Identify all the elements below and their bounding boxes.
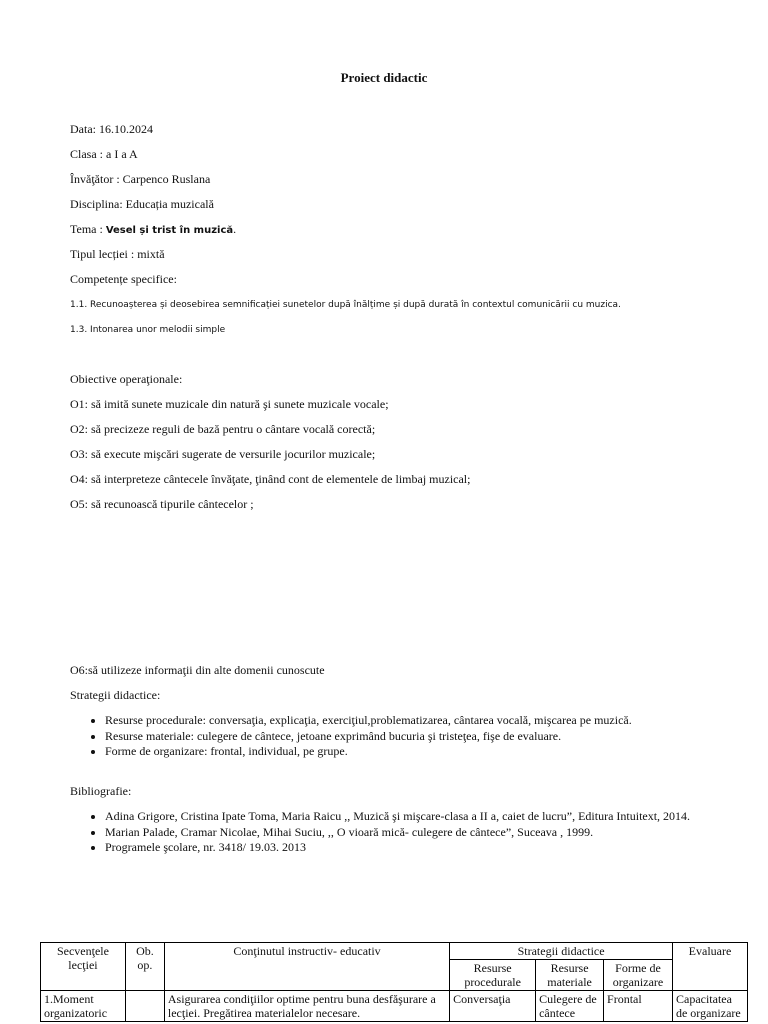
cell-evaluation: Capacitatea de organizare bbox=[672, 991, 747, 1022]
table-row bbox=[41, 991, 748, 1022]
header-material-resources: Resurse materiale bbox=[536, 960, 604, 991]
class-line: Clasa : a I a A bbox=[70, 147, 138, 161]
discipline-line: Disciplina: Educația muzicală bbox=[70, 197, 214, 211]
list-item: • Resurse materiale: culegere de cântece, jetoane exprimând bucuria şi tristeţea, fişe de evaluare. bbox=[105, 729, 632, 745]
objective-o3: O3: să execute mişcări sugerate de versurile jocurilor muzicale; bbox=[70, 447, 376, 461]
header-objectives: Ob. op. bbox=[125, 943, 164, 991]
cell-material-resources: Culegere de cântece bbox=[536, 991, 604, 1022]
bibliography-list bbox=[70, 809, 690, 856]
objective-o4: O4: să interpreteze cântecele învăţate, ţinând cont de elementele de limbaj muzical; bbox=[70, 472, 471, 486]
bibliography-label: Bibliografie: bbox=[70, 784, 132, 798]
objective-o1: O1: să imită sunete muzicale din natură şi sunete muzicale vocale; bbox=[70, 397, 389, 411]
header-procedural-resources: Resurse procedurale bbox=[450, 960, 536, 991]
list-item: • Marian Palade, Cramar Nicolae, Mihai Suciu, ,, O vioară mică- culegere de cântece”, Suceava , 1999. bbox=[105, 825, 690, 841]
lesson-plan-table bbox=[40, 942, 748, 1022]
cell-objective bbox=[125, 991, 164, 1022]
list-item: • Forme de organizare: frontal, individual, pe grupe. bbox=[105, 744, 632, 760]
theme-label: Tema : bbox=[70, 222, 106, 236]
cell-content: Asigurarea condiţiilor optime pentru buna desfăşurare a lecţiei. Pregătirea materialelor necesare. bbox=[164, 991, 449, 1022]
table-header-row bbox=[41, 943, 748, 960]
cell-sequence: 1.Moment organizatoric bbox=[41, 991, 126, 1022]
page-title: Proiect didactic bbox=[340, 70, 428, 85]
theme-value: Vesel și trist în muzică bbox=[105, 225, 234, 236]
objective-o2: O2: să precizeze reguli de bază pentru o cântare vocală corectă; bbox=[70, 422, 376, 436]
list-item: • Programele şcolare, nr. 3418/ 19.03. 2013 bbox=[105, 840, 690, 856]
header-evaluation: Evaluare bbox=[672, 943, 747, 991]
objective-o5: O5: să recunoască tipurile cântecelor ; bbox=[70, 497, 254, 511]
theme-line bbox=[70, 222, 236, 238]
objectives-label: Obiective operaţionale: bbox=[70, 372, 183, 386]
competence-1-3: 1.3. Intonarea unor melodii simple bbox=[70, 325, 226, 335]
header-sequences: Secvenţele lecţiei bbox=[41, 943, 126, 991]
header-organization-forms: Forme de organizare bbox=[604, 960, 673, 991]
header-strategies: Strategii didactice bbox=[450, 943, 673, 960]
competences-label: Competențe specifice: bbox=[70, 272, 177, 286]
teacher-line: Învăţător : Carpenco Ruslana bbox=[70, 172, 211, 186]
lesson-type-line: Tipul lecției : mixtă bbox=[70, 247, 165, 261]
cell-procedural-resources: Conversaţia bbox=[450, 991, 536, 1022]
objective-o6: O6:să utilizeze informaţii din alte domenii cunoscute bbox=[70, 663, 325, 677]
strategies-list bbox=[70, 713, 632, 760]
strategies-label: Strategii didactice: bbox=[70, 688, 161, 702]
header-content: Conţinutul instructiv- educativ bbox=[164, 943, 449, 991]
competence-1-1: 1.1. Recunoașterea și deosebirea semnificației sunetelor după înălțime și după durată în contextul comunicării cu muzica. bbox=[70, 300, 621, 310]
list-item: • Adina Grigore, Cristina Ipate Toma, Maria Raicu ,, Muzică şi mişcare-clasa a II a, caiet de lucru”, Editura Intuitext, 2014. bbox=[105, 809, 690, 825]
date-line: Data: 16.10.2024 bbox=[70, 122, 153, 136]
cell-organization-forms: Frontal bbox=[604, 991, 673, 1022]
list-item: • Resurse procedurale: conversaţia, explicaţia, exerciţiul,problematizarea, cântarea vocală, mişcarea pe muzică. bbox=[105, 713, 632, 729]
theme-dot: . bbox=[233, 222, 237, 236]
